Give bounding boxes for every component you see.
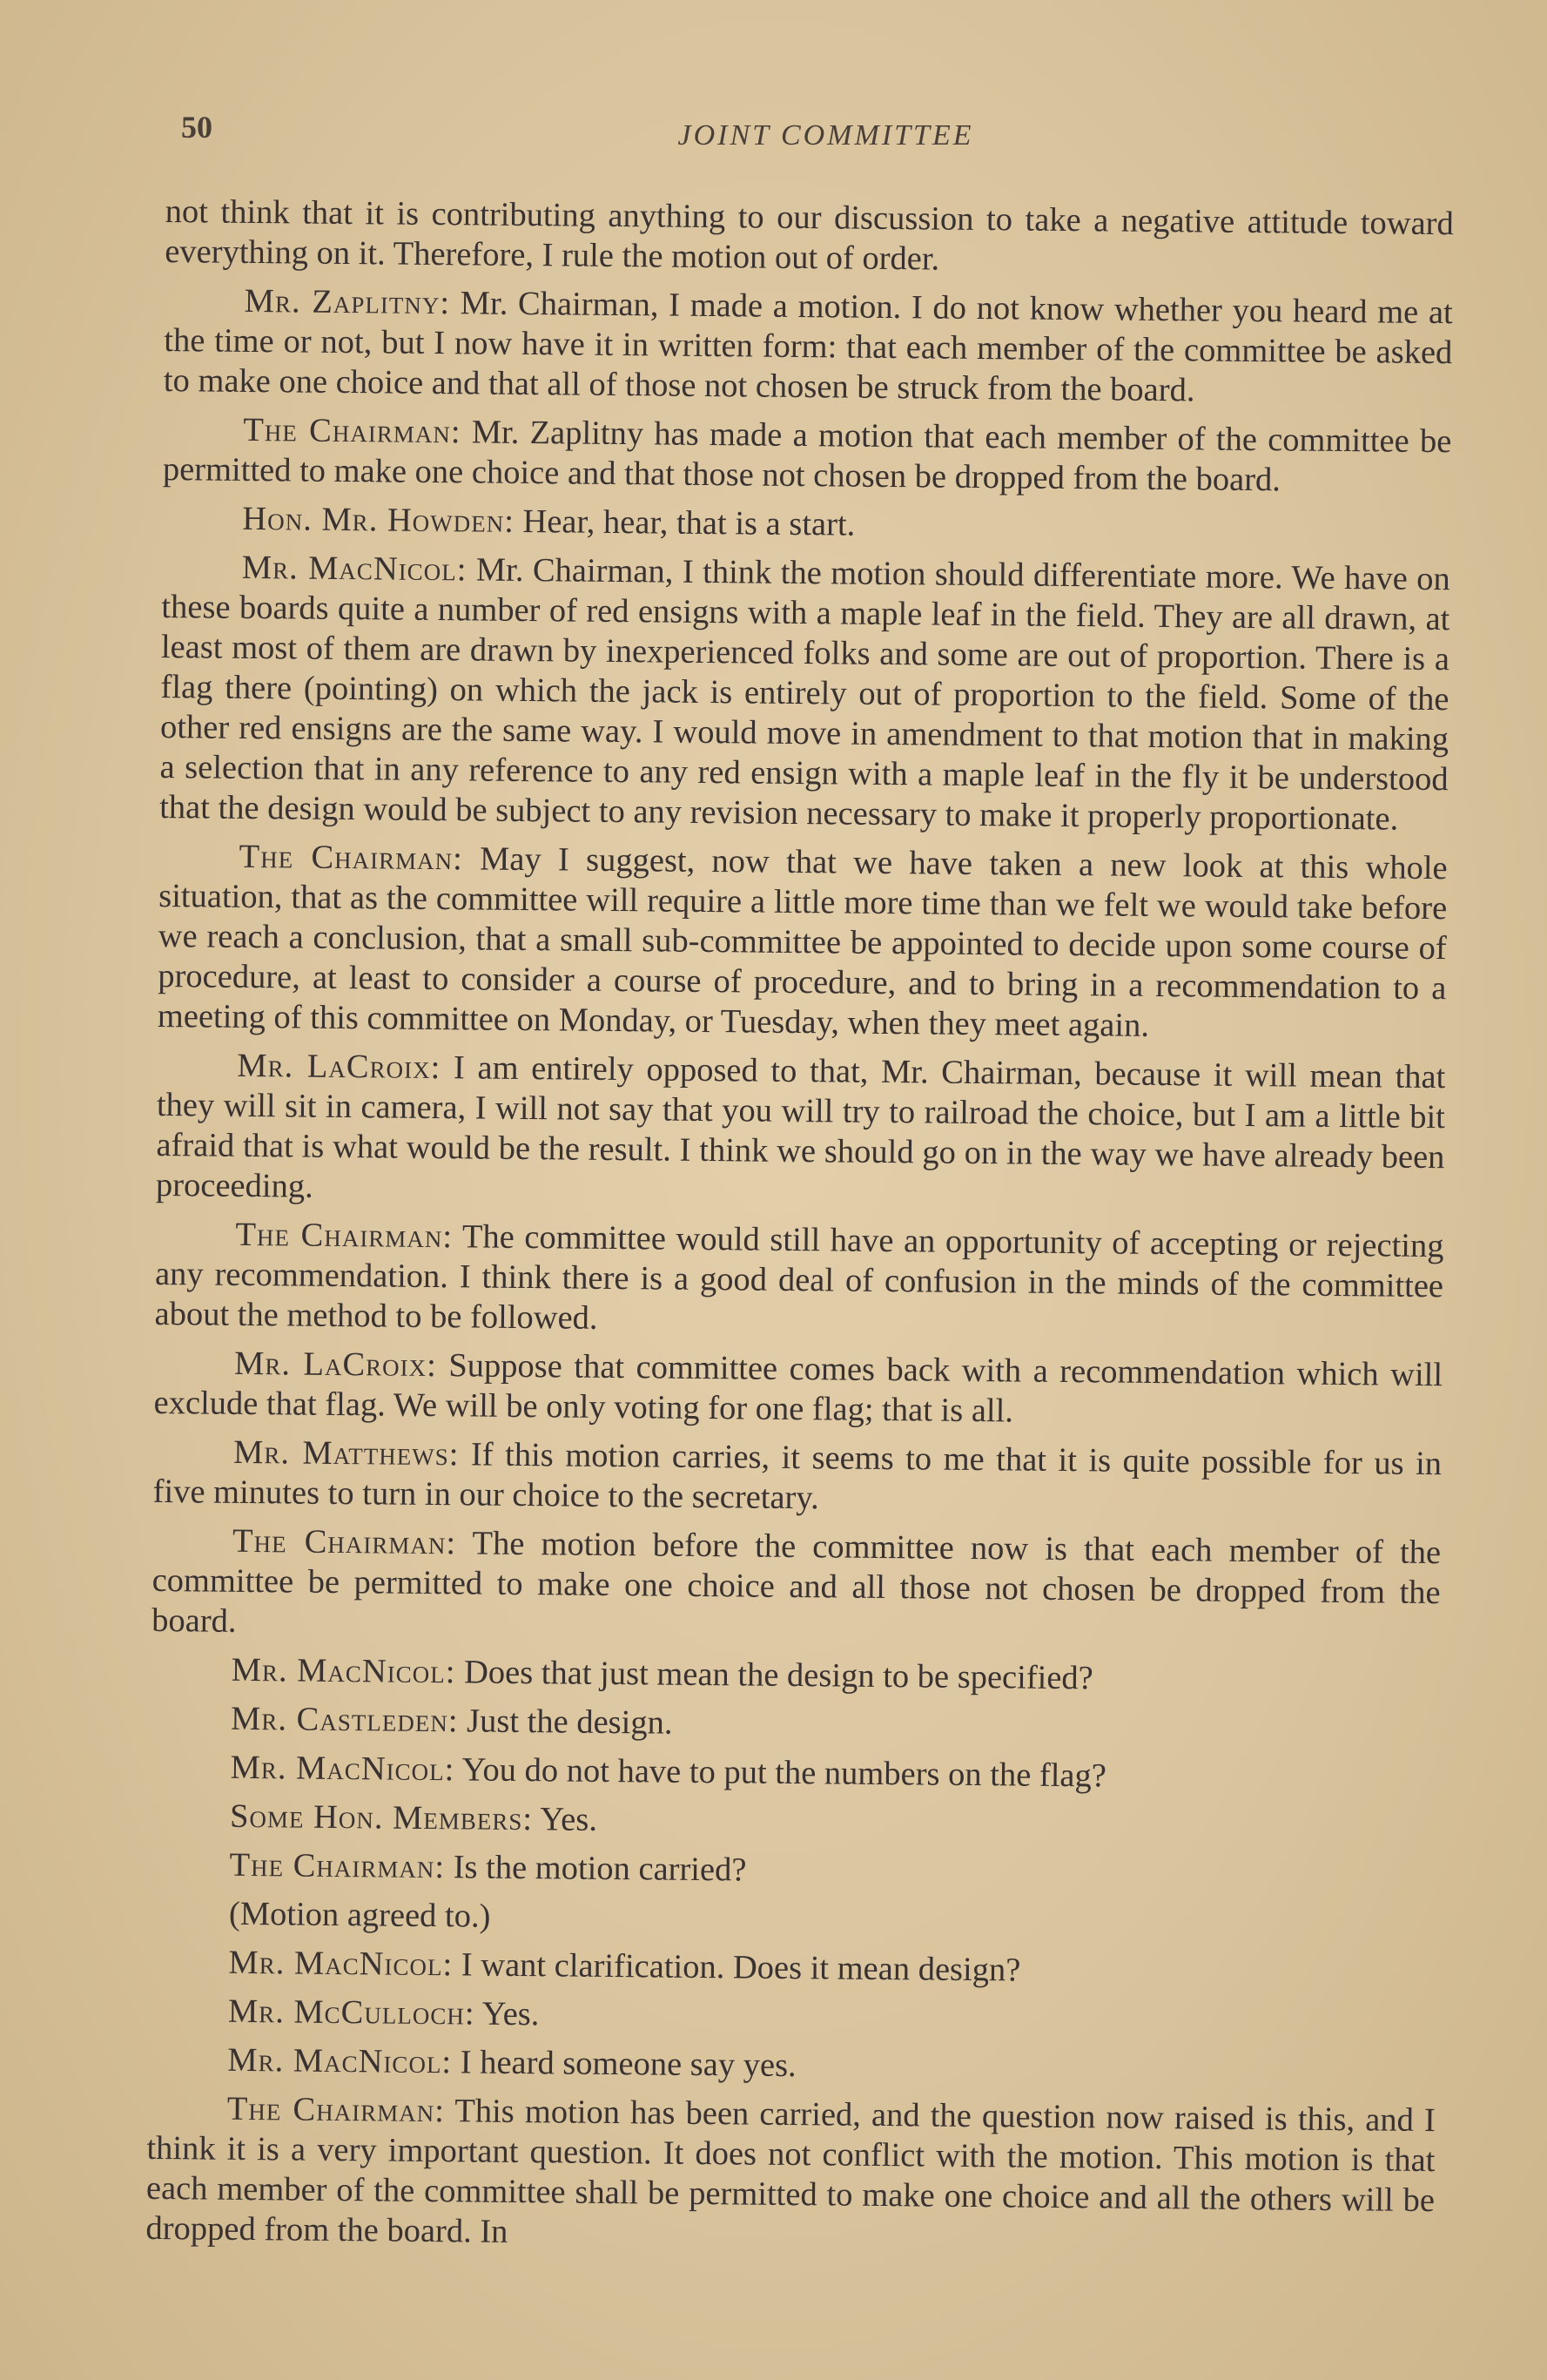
speaker-name: The Chairman:: [232, 1522, 457, 1562]
paragraph-text: Does that just mean the design to be specified?: [463, 1654, 1093, 1697]
paragraph: [145, 2088, 1436, 2261]
paragraph: [151, 1649, 1439, 1702]
paragraph-text: The motion before the committee now is that each member of the committee be permitted to make one choice and all those not chosen be dropped from the board.: [151, 1525, 1442, 1640]
paragraph: [165, 192, 1454, 284]
speaker-name: Mr. MacNicol:: [227, 2041, 453, 2081]
paragraph: [151, 1520, 1441, 1653]
paragraph-text: Hear, hear, that is a start.: [522, 502, 856, 543]
paragraph-text: Mr. Zaplitny has made a motion that each member of the committee be permitted to make one choice and that those not chosen be dropped from the board.: [162, 414, 1452, 499]
paragraph: [151, 1698, 1439, 1750]
speaker-name: The Chairman:: [243, 411, 461, 451]
paragraph-text: Yes.: [540, 1801, 598, 1838]
speaker-name: Mr. Zaplitny:: [244, 282, 451, 322]
paragraph-text: Suppose that committee comes back with a recommendation which will exclude that flag. We will be only voting for one flag; that is all.: [153, 1347, 1443, 1430]
paragraph: [159, 547, 1450, 839]
paragraph-text: You do not have to put the numbers on the flag?: [461, 1751, 1107, 1795]
speaker-name: The Chairman:: [239, 838, 464, 878]
paragraph: [153, 1343, 1443, 1435]
paragraph-text: Mr. Chairman, I made a motion. I do not know whether you heard me at the time or not, but I now have it in written form: that each member of the committee be asked to make one choice and that all of those not chosen be struck from the board.: [163, 285, 1453, 409]
paragraph: [148, 1942, 1436, 1994]
paragraph-text: not think that it is contributing anything to our discussion to take a negative attitude toward everything on it. Therefore, I rule the motion out of order.: [165, 192, 1454, 278]
paragraph-text: This motion has been carried, and the question now raised is this, and I think it is a very important question. It does not conflict with the motion. This motion is that each member of the committee shall be permitted to make one choice and all the others will be dropped from the board. In: [145, 2093, 1436, 2250]
paragraph: [148, 1991, 1436, 2043]
speaker-name: Mr. LaCroix:: [233, 1345, 438, 1385]
speaker-name: Mr. McCulloch:: [227, 1992, 475, 2033]
paragraph-text: If this motion carries, it seems to me that it is quite possible for us in five minutes to turn in our choice to the secretary.: [152, 1436, 1443, 1517]
paragraph-text: Just the design.: [466, 1702, 673, 1742]
speaker-name: Mr. MacNicol:: [231, 1651, 456, 1691]
paragraph: [149, 1893, 1437, 1945]
speaker-name: The Chairman:: [235, 1216, 454, 1256]
speaker-name: Mr. MacNicol:: [241, 549, 467, 589]
page-header: [0, 109, 1547, 161]
speaker-name: Mr. MacNicol:: [230, 1749, 455, 1789]
paragraph: [147, 2040, 1436, 2092]
running-title: JOINT COMMITTEE: [677, 119, 974, 152]
speaker-name: Mr. Matthews:: [232, 1433, 460, 1473]
transcript-body: [145, 192, 1454, 2269]
speaker-name: Hon. Mr. Howden:: [242, 500, 515, 540]
paragraph-text: Is the motion carried?: [453, 1849, 747, 1889]
paragraph-text: Yes.: [481, 1995, 540, 2033]
paragraph: [156, 1045, 1446, 1217]
paragraph-text: I am entirely opposed to that, Mr. Chairman, because it will mean that they will sit in camera, I will not say that you will try to railroad the choice, but I am a little bit afraid that is what would be the result. I think we should go on in the way we have already been proceeding.: [155, 1049, 1446, 1205]
paragraph-text: The committee would still have an opportunity of accepting or rejecting any recommendation. I think there is a good deal of confusion in the minds of the committee about the method to be followed.: [154, 1218, 1444, 1337]
paragraph: [158, 836, 1448, 1048]
paragraph: [150, 1796, 1438, 1848]
paragraph: [149, 1844, 1437, 1897]
paragraph: [152, 1432, 1442, 1524]
paragraph: [163, 409, 1452, 502]
page-number: 50: [181, 110, 212, 145]
speaker-name: Mr. Castleden:: [230, 1700, 459, 1740]
paragraph-text: I want clarification. Does it mean design?: [461, 1946, 1021, 1989]
paragraph: [150, 1747, 1438, 1799]
paragraph-text: I heard someone say yes.: [460, 2044, 797, 2085]
speaker-name: Mr. MacNicol:: [228, 1944, 454, 1984]
paragraph: [154, 1214, 1443, 1346]
paragraph: [162, 498, 1450, 550]
paragraph-text: (Motion agreed to.): [228, 1895, 491, 1935]
paragraph-text: Mr. Chairman, I think the motion should differentiate more. We have on these boards quite a number of red ensigns with a maple leaf in the field. They are all drawn, at least most of them are drawn by inexperienced folks and some are out of proportion. There is a flag there (pointing) on which the jack is entirely out of proportion to the field. Some of the other red ensigns are the same way. I would move in amendment to that motion that in making a selection that in any reference to any red ensign with a maple leaf in the fly it be understood that the design would be subject to any revision necessary to make it properly proportionate.: [159, 551, 1450, 838]
speaker-name: The Chairman:: [226, 2090, 446, 2130]
paragraph: [164, 280, 1453, 413]
speaker-name: Some Hon. Members:: [229, 1797, 534, 1838]
speaker-name: The Chairman:: [229, 1846, 446, 1886]
paragraph-text: May I suggest, now that we have taken a new look at this whole situation, that as the committee will require a little more time than we felt we would take before we reach a conclusion, that a small sub-committee be appointed to decide upon some course of procedure, at least to consider a course of procedure, and to bring in a recommendation to a meeting of this committee on Monday, or Tuesday, when they meet again.: [157, 840, 1448, 1044]
speaker-name: Mr. LaCroix:: [237, 1047, 441, 1087]
